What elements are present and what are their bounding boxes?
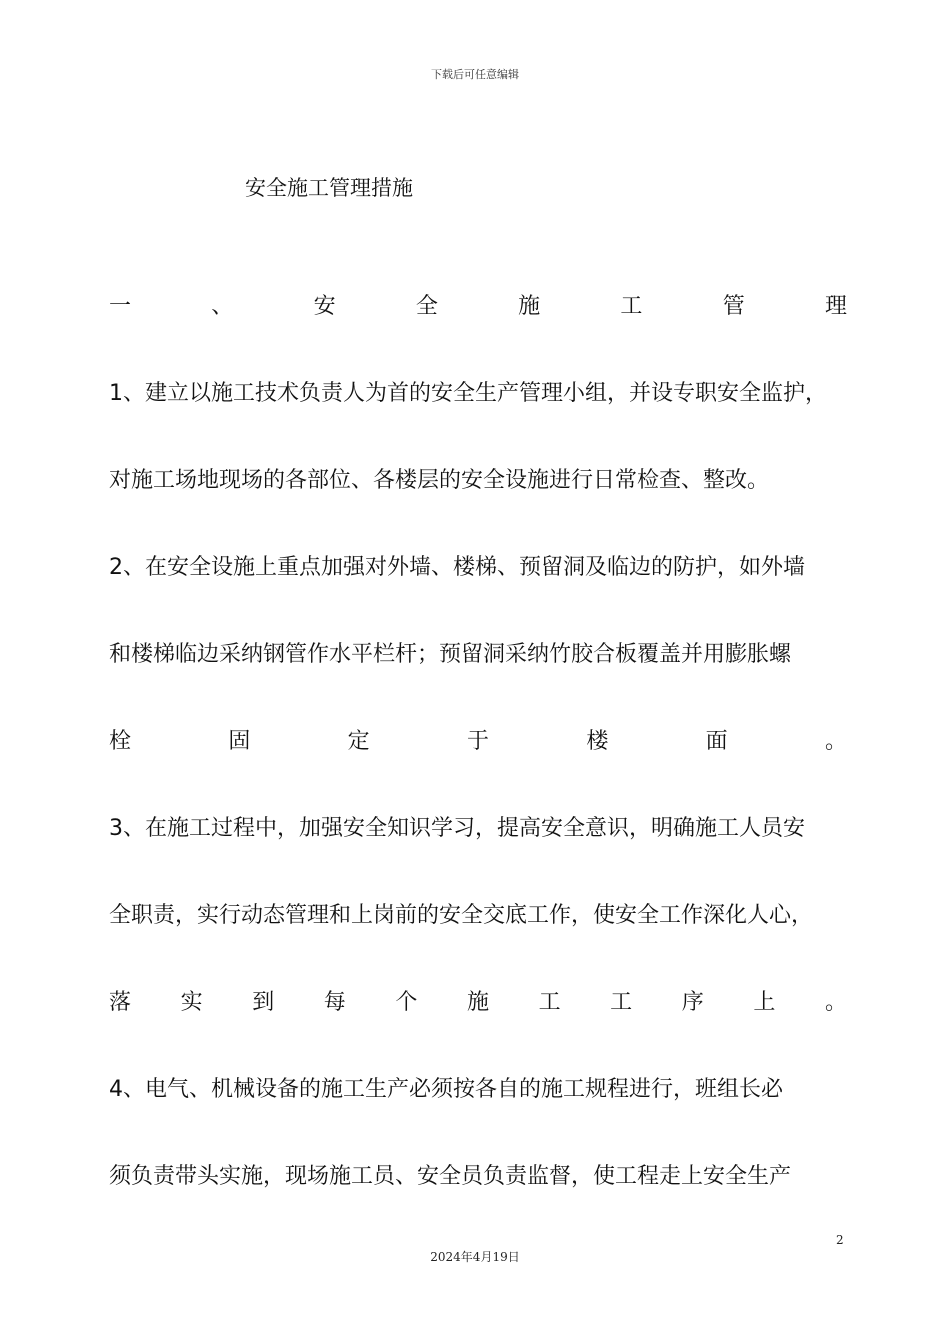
body-line: 和楼梯临边采纳钢管作水平栏杆；预留洞采纳竹胶合板覆盖并用膨胀螺 bbox=[109, 642, 792, 667]
body-char: 定 bbox=[347, 729, 370, 754]
body-line: 3、在施工过程中，加强安全知识学习，提高安全意识，明确施工人员安 bbox=[109, 816, 805, 841]
body-char: 理 bbox=[824, 294, 847, 319]
body-char: 工 bbox=[538, 990, 561, 1015]
body-char: 栓 bbox=[109, 729, 132, 754]
body-char: 。 bbox=[824, 729, 847, 754]
body-char: 管 bbox=[722, 294, 745, 319]
body-char: 一 bbox=[109, 294, 132, 319]
body-line: 须负责带头实施，现场施工员、安全员负责监督，使工程走上安全生产 bbox=[109, 1164, 792, 1189]
footer-date: 2024年4月19日 bbox=[430, 1250, 520, 1264]
body-char: 。 bbox=[824, 990, 847, 1015]
body-char: 施 bbox=[518, 294, 541, 319]
body-char: 全 bbox=[415, 294, 438, 319]
body-char: 于 bbox=[466, 729, 489, 754]
body-char: 、 bbox=[211, 294, 234, 319]
body-char: 序 bbox=[681, 990, 704, 1015]
body-char: 实 bbox=[180, 990, 203, 1015]
body-char: 到 bbox=[252, 990, 275, 1015]
body-char: 工 bbox=[610, 990, 633, 1015]
body-line: 1、建立以施工技术负责人为首的安全生产管理小组，并设专职安全监护， bbox=[109, 381, 827, 406]
document-body bbox=[109, 291, 847, 1221]
body-line: 全职责，实行动态管理和上岗前的安全交底工作，使安全工作深化人心， bbox=[109, 903, 814, 928]
page-number: 2 bbox=[836, 1233, 844, 1247]
header-note: 下载后可任意编辑 bbox=[431, 68, 519, 81]
body-line bbox=[109, 291, 847, 323]
body-char: 安 bbox=[313, 294, 336, 319]
body-char: 施 bbox=[466, 990, 489, 1015]
body-char: 工 bbox=[620, 294, 643, 319]
body-char: 个 bbox=[395, 990, 418, 1015]
body-char: 落 bbox=[109, 990, 132, 1015]
body-char: 面 bbox=[705, 729, 728, 754]
body-char: 楼 bbox=[586, 729, 609, 754]
body-char: 上 bbox=[753, 990, 776, 1015]
body-line bbox=[109, 726, 847, 758]
body-line: 4、电气、机械设备的施工生产必须按各自的施工规程进行，班组长必 bbox=[109, 1077, 783, 1102]
body-line: 对施工场地现场的各部位、各楼层的安全设施进行日常检查、整改。 bbox=[109, 468, 770, 493]
body-line: 2、在安全设施上重点加强对外墙、楼梯、预留洞及临边的防护，如外墙 bbox=[109, 555, 805, 580]
document-title: 安全施工管理措施 bbox=[245, 176, 413, 200]
body-char: 每 bbox=[323, 990, 346, 1015]
body-line bbox=[109, 987, 847, 1019]
body-char: 固 bbox=[228, 729, 251, 754]
